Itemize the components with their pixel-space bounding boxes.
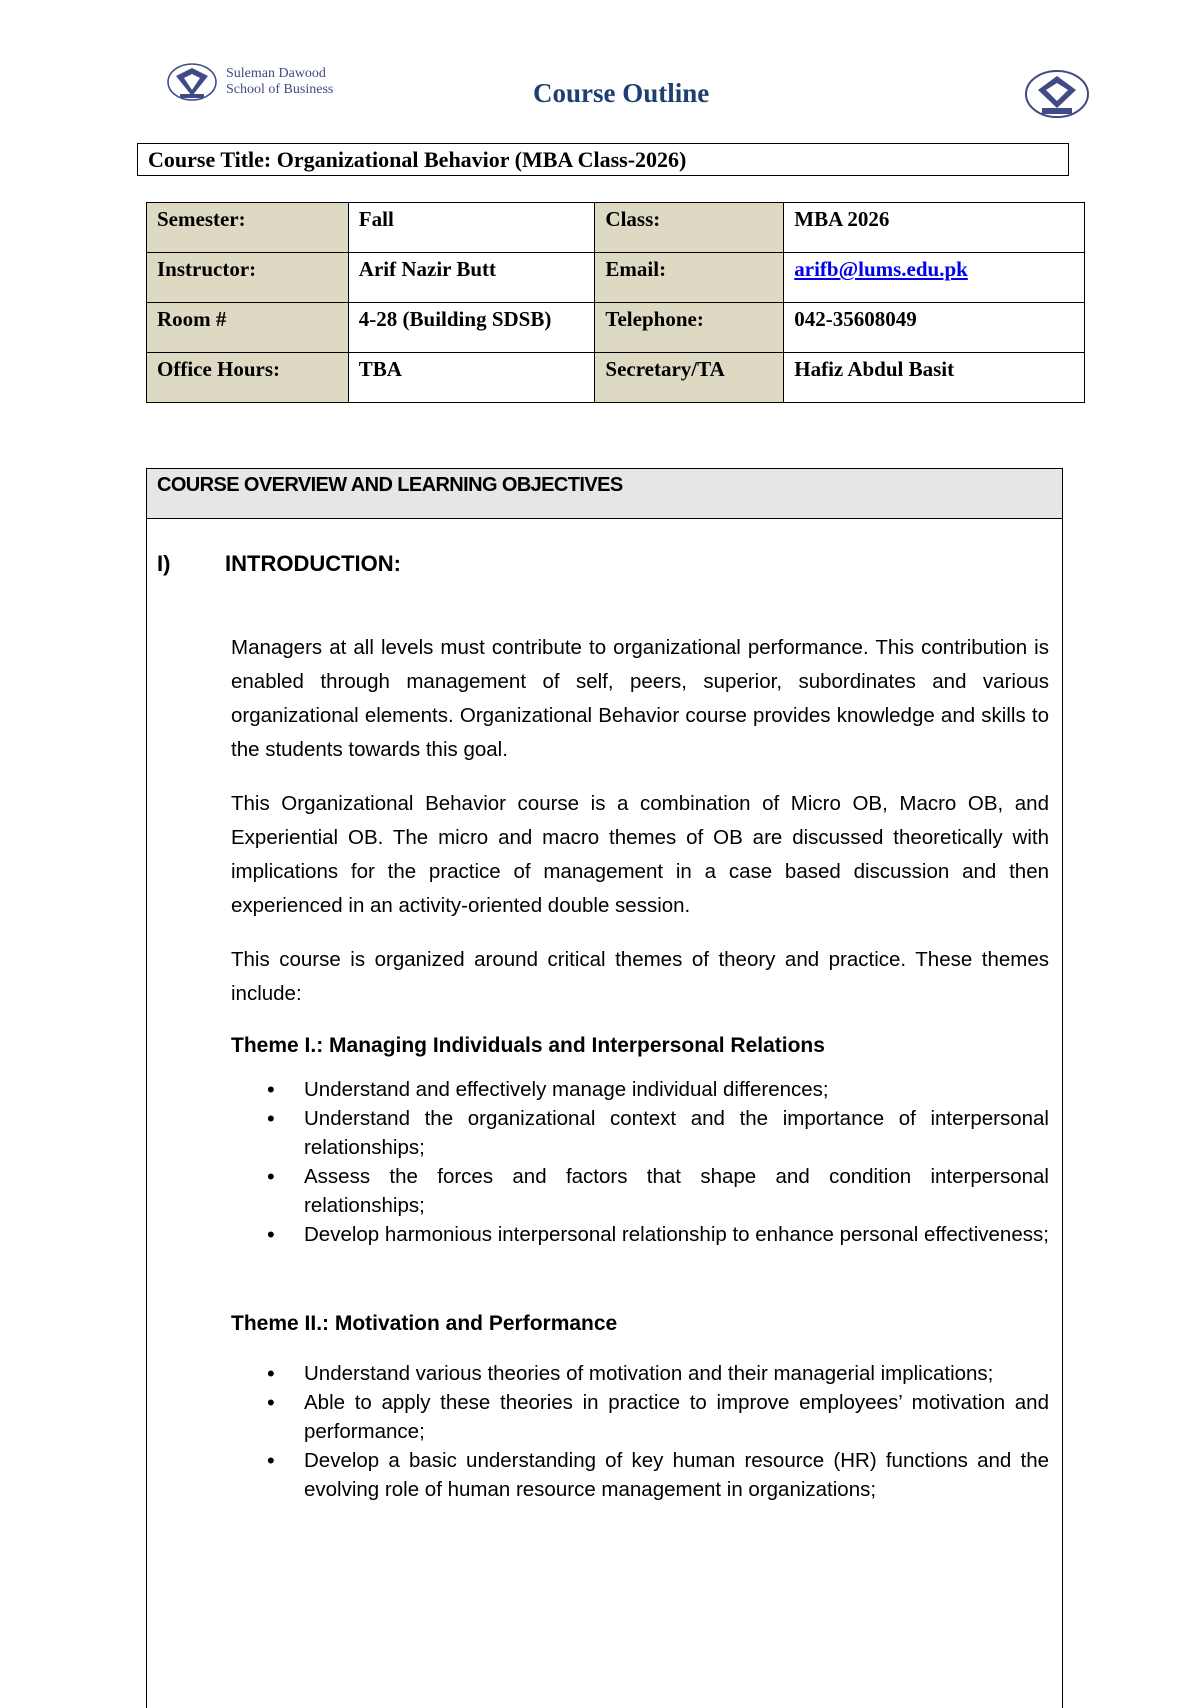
list-item-text: Able to apply these theories in practice to improve employees’ motivation and performance;: [304, 1391, 1049, 1443]
section-number: I): [157, 551, 171, 576]
overview-heading: COURSE OVERVIEW AND LEARNING OBJECTIVES: [147, 469, 1062, 519]
email-link[interactable]: arifb@lums.edu.pk: [794, 257, 968, 281]
table-row: [147, 253, 1085, 303]
bullet-icon: •: [267, 1164, 275, 1189]
list-item: [231, 1359, 1049, 1388]
table-row: [147, 303, 1085, 353]
intro-paragraph-1: Managers at all levels must contribute to organizational performance. This contribution is enabled through management of self, peers, superior, subordinates and various organizational elements. Organizational Behavior course provides knowledge and skills to the students towards this goal.: [231, 636, 1049, 761]
list-item: [231, 1104, 1049, 1162]
list-item-text: Assess the forces and factors that shape and condition interpersonal relationships;: [304, 1165, 1049, 1217]
instructor-label: Instructor:: [147, 253, 349, 303]
list-item: [231, 1446, 1049, 1504]
semester-value: Fall: [348, 203, 595, 253]
list-item-text: Develop a basic understanding of key human resource (HR) functions and the evolving role of human resource management in organizations;: [304, 1449, 1049, 1501]
bullet-icon: •: [267, 1448, 275, 1473]
spacer: [231, 1249, 1049, 1307]
list-item: [231, 1220, 1049, 1249]
list-item-text: Develop harmonious interpersonal relationship to enhance personal effectiveness;: [304, 1223, 1049, 1246]
logo-line-1: Suleman Dawood: [226, 66, 326, 81]
list-item-text: Understand various theories of motivation and their managerial implications;: [304, 1362, 994, 1385]
introduction-heading: [157, 551, 401, 577]
telephone-value: 042-35608049: [784, 303, 1085, 353]
theme-2-title: Theme II.: Motivation and Performance: [231, 1312, 618, 1335]
semester-label: Semester:: [147, 203, 349, 253]
list-item: [231, 1162, 1049, 1220]
lums-emblem-icon: [1024, 68, 1090, 120]
table-row: [147, 353, 1085, 403]
lums-logo: [1024, 68, 1090, 120]
bullet-icon: •: [267, 1361, 275, 1386]
overview-content: [231, 631, 1049, 1504]
theme-1-title: Theme I.: Managing Individuals and Interpersonal Relations: [231, 1034, 825, 1057]
office-hours-label: Office Hours:: [147, 353, 349, 403]
telephone-label: Telephone:: [595, 303, 784, 353]
room-value: 4-28 (Building SDSB): [348, 303, 595, 353]
sdsb-emblem-icon: [166, 60, 218, 104]
intro-paragraph-3: This course is organized around critical themes of theory and practice. These themes include:: [231, 948, 1049, 1005]
theme-2-list: [231, 1359, 1049, 1504]
logo-line-2: School of Business: [226, 82, 334, 97]
bullet-icon: •: [267, 1077, 275, 1102]
table-row: [147, 203, 1085, 253]
course-info-table: [146, 202, 1085, 403]
room-label: Room #: [147, 303, 349, 353]
office-hours-value: TBA: [348, 353, 595, 403]
theme-1-list: [231, 1075, 1049, 1249]
list-item: [231, 1388, 1049, 1446]
bullet-icon: •: [267, 1106, 275, 1131]
class-value: MBA 2026: [784, 203, 1085, 253]
secretary-value: Hafiz Abdul Basit: [784, 353, 1085, 403]
list-item-text: Understand and effectively manage individual differences;: [304, 1078, 829, 1101]
list-item: [231, 1075, 1049, 1104]
secretary-label: Secretary/TA: [595, 353, 784, 403]
sdsb-logo: [166, 58, 356, 106]
email-label: Email:: [595, 253, 784, 303]
page-title: Course Outline: [533, 78, 710, 108]
list-item-text: Understand the organizational context and the importance of interpersonal relationships;: [304, 1107, 1049, 1159]
instructor-value: Arif Nazir Butt: [348, 253, 595, 303]
bullet-icon: •: [267, 1390, 275, 1415]
section-title: INTRODUCTION:: [225, 551, 401, 576]
course-overview-section: [146, 468, 1063, 1708]
email-cell: [784, 253, 1085, 303]
sdsb-logo-text: [226, 66, 333, 98]
bullet-icon: •: [267, 1222, 275, 1247]
class-label: Class:: [595, 203, 784, 253]
course-title: Course Title: Organizational Behavior (MBA Class-2026): [137, 143, 1069, 176]
intro-paragraph-2: This Organizational Behavior course is a combination of Micro OB, Macro OB, and Experiential OB. The micro and macro themes of OB are discussed theoretically with implications for the practice of management in a case based discussion and then experienced in an activity-oriented double session.: [231, 792, 1049, 917]
